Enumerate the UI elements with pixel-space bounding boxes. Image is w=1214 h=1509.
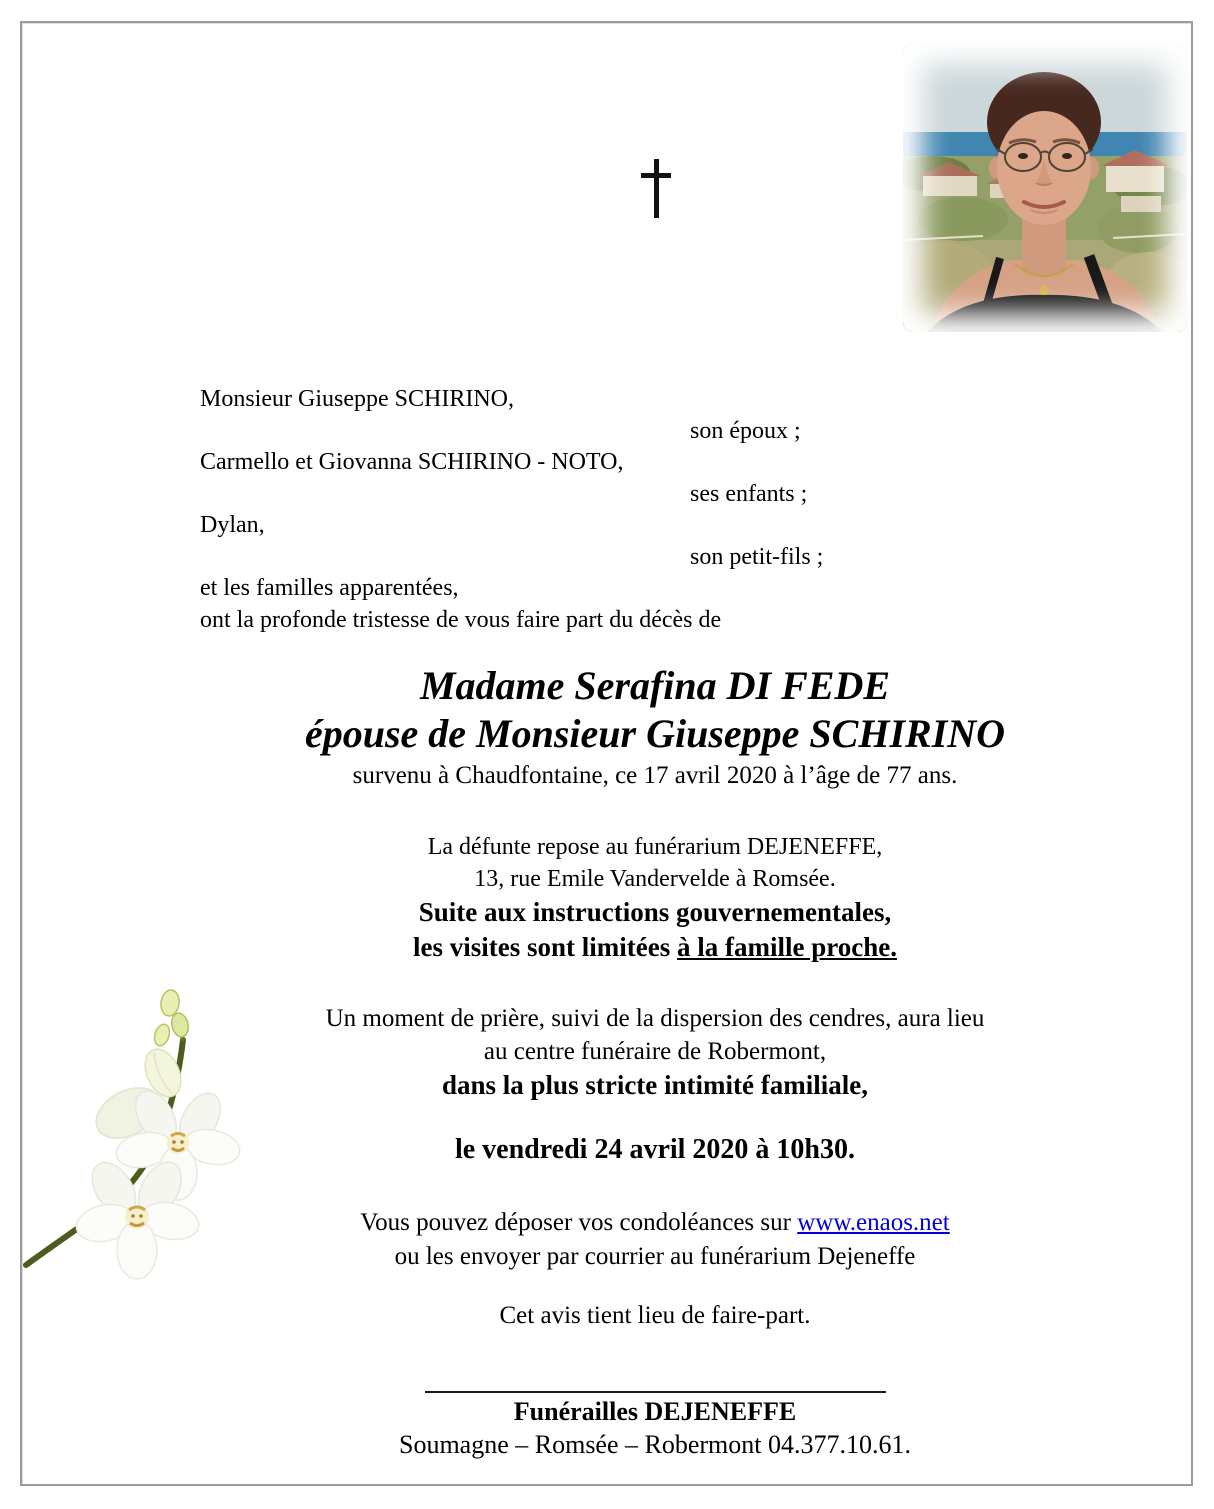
ceremony-date-line: le vendredi 24 avril 2020 à 10h30. bbox=[454, 1134, 856, 1165]
orchid-image bbox=[20, 985, 250, 1310]
announcement-line: ont la profonde tristesse de vous faire part du décès de bbox=[200, 606, 722, 633]
visit-restriction-line1: Suite aux instructions gouvernementales, bbox=[418, 897, 892, 927]
family-member-line: Monsieur Giuseppe SCHIRINO, bbox=[200, 386, 514, 412]
death-details-line: survenu à Chaudfontaine, ce 17 avril 2020 à l’âge de 77 ans. bbox=[352, 762, 958, 789]
ceremony-privacy-line: dans la plus stricte intimité familiale, bbox=[442, 1070, 868, 1100]
visit-restriction-prefix: les visites sont limitées bbox=[413, 932, 677, 962]
orchid-illustration bbox=[20, 985, 250, 1310]
funeral-home-locations: Soumagne – Romsée – Robermont 04.377.10.61. bbox=[398, 1430, 911, 1459]
latin-cross-icon bbox=[641, 159, 671, 218]
condolences-block bbox=[200, 1206, 1110, 1274]
ceremony-block bbox=[200, 1002, 1110, 1102]
cross-horizontal-bar bbox=[641, 173, 671, 178]
deceased-title-block bbox=[200, 662, 1110, 792]
faire-part-notice: Cet avis tient lieu de faire-part. bbox=[499, 1302, 811, 1329]
ceremony-line2: au centre funéraire de Robermont, bbox=[483, 1038, 827, 1065]
enaos-website-link[interactable]: www.enaos.net bbox=[797, 1209, 950, 1236]
family-member-line: Carmello et Giovanna SCHIRINO - NOTO, bbox=[200, 449, 624, 475]
condolences-prefix: Vous pouvez déposer vos condoléances sur bbox=[360, 1209, 798, 1236]
family-only-underlined-text: à la famille proche. bbox=[677, 932, 897, 962]
repose-block bbox=[200, 831, 1110, 965]
family-relation-line: son petit-fils ; bbox=[690, 543, 824, 570]
portrait-photo bbox=[903, 44, 1187, 332]
cross-vertical-bar bbox=[654, 159, 659, 218]
family-relation-line: ses enfants ; bbox=[690, 480, 808, 507]
deceased-spouse-line: épouse de Monsieur Giuseppe SCHIRINO bbox=[304, 711, 1006, 756]
family-relation-line: son époux ; bbox=[690, 417, 801, 444]
ceremony-line1: Un moment de prière, suivi de la dispersion des cendres, aura lieu bbox=[325, 1005, 985, 1032]
funeral-home-footer bbox=[200, 1391, 1110, 1461]
condolences-line1 bbox=[200, 1206, 1110, 1240]
footer-separator-line bbox=[425, 1391, 886, 1393]
repose-location-line: La défunte repose au funérarium DEJENEFFE, bbox=[427, 834, 883, 860]
repose-address-line: 13, rue Emile Vandervelde à Romsée. bbox=[474, 866, 836, 892]
family-member-line: et les familles apparentées, bbox=[200, 575, 459, 601]
family-member-line: Dylan, bbox=[200, 512, 265, 538]
portrait-photo-illustration bbox=[903, 44, 1187, 332]
funeral-home-name: Funérailles DEJENEFFE bbox=[513, 1397, 797, 1426]
condolences-line2: ou les envoyer par courrier au funérarium Dejeneffe bbox=[394, 1243, 916, 1270]
deceased-name: Madame Serafina DI FEDE bbox=[419, 663, 891, 708]
visit-restriction-line2 bbox=[200, 930, 1110, 965]
family-announcement-block bbox=[200, 384, 1110, 636]
